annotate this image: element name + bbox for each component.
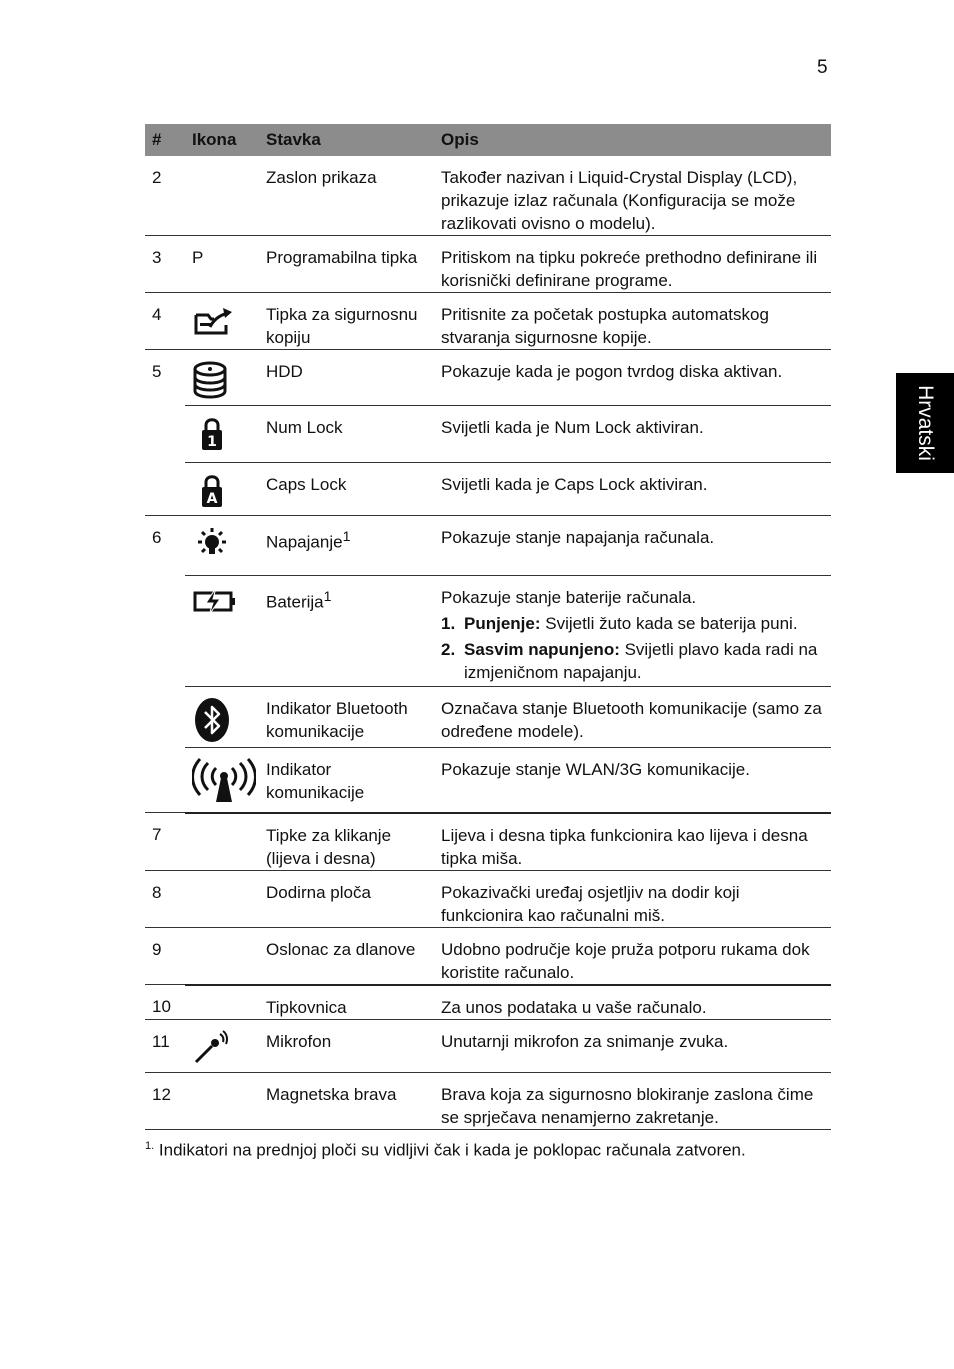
bluetooth-icon: [192, 697, 232, 743]
table-row: [145, 1019, 831, 1072]
row-number: 7: [145, 813, 185, 871]
table-row: [145, 516, 831, 576]
row-item: [259, 516, 434, 576]
footnote: [145, 1140, 746, 1161]
table-row: [145, 687, 831, 748]
microphone-icon: [192, 1030, 232, 1066]
backup-key-icon: [192, 303, 236, 337]
row-item: HDD: [259, 350, 434, 406]
table-row: [145, 236, 831, 293]
row-item: Zaslon prikaza: [259, 156, 434, 236]
row-item: Mikrofon: [259, 1019, 434, 1072]
list-number: 1.: [441, 614, 456, 633]
row-desc: Brava koja za sigurnosno blokiranje zaslona čime se sprječava nenamjerno zakretanje.: [434, 1072, 831, 1129]
footnote-ref: 1: [323, 589, 332, 605]
list-term: Sasvim napunjeno:: [464, 640, 620, 659]
row-desc: Pritiskom na tipku pokreće prethodno definirane ili korisnički definirane programe.: [434, 236, 831, 293]
row-item: Tipkovnica: [259, 985, 434, 1020]
table-header-row: [145, 124, 831, 156]
row-number: [145, 463, 185, 516]
row-item: Tipke za klikanje (lijeva i desna): [259, 813, 434, 871]
power-icon: [192, 526, 232, 562]
row-desc: Također nazivan i Liquid-Crystal Display (LCD), prikazuje izlaz računala (Konfiguracija se može razlikovati ovisno o modelu).: [434, 156, 831, 236]
svg-text:A: A: [206, 491, 218, 507]
item-label: Napajanje: [266, 532, 343, 552]
row-number: 6: [152, 528, 162, 547]
row-number: 8: [145, 870, 185, 927]
list-item: [441, 612, 824, 635]
row-desc: Udobno područje koje pruža potporu rukama dok koristite računalo.: [434, 927, 831, 985]
row-item: Num Lock: [259, 406, 434, 463]
wireless-icon: [192, 758, 256, 806]
row-desc: Pokazuje stanje WLAN/3G komunikacije.: [434, 748, 831, 813]
list-text: Svijetli žuto kada se baterija puni.: [540, 614, 798, 633]
table-row: [145, 350, 831, 406]
table-row: [145, 927, 831, 985]
table-row: [145, 748, 831, 813]
component-table: [145, 124, 831, 1130]
row-icon-cell: [185, 156, 259, 236]
hdd-icon: [192, 360, 232, 400]
row-item: Tipka za sigurnosnu kopiju: [259, 293, 434, 350]
row-desc: Za unos podataka u vaše računalo.: [434, 985, 831, 1020]
list-text: Svijetli plavo kada radi na izmjeničnom napajanju.: [464, 640, 818, 682]
list-item: [441, 638, 824, 684]
table-row: [145, 576, 831, 687]
row-item: Caps Lock: [259, 463, 434, 516]
row-icon-cell: [185, 985, 259, 1020]
row-desc: Unutarnji mikrofon za snimanje zvuka.: [434, 1019, 831, 1072]
svg-text:1: 1: [207, 434, 217, 450]
row-desc: Pokazivački uređaj osjetljiv na dodir koji funkcionira kao računalni miš.: [434, 870, 831, 927]
header-icon: Ikona: [185, 124, 259, 156]
row-number: 10: [145, 985, 185, 1020]
row-number: [145, 576, 185, 687]
list-number: 2.: [441, 640, 456, 659]
language-tab: [896, 373, 954, 473]
row-item: Programabilna tipka: [259, 236, 434, 293]
row-number: 2: [145, 156, 185, 236]
row-number: 12: [145, 1072, 185, 1129]
row-icon-cell: [185, 870, 259, 927]
item-label: Baterija: [266, 592, 324, 612]
table-row: [145, 813, 831, 871]
desc-text: Pokazuje stanje baterije računala.: [441, 588, 697, 607]
row-icon-cell: [185, 927, 259, 985]
row-number: [145, 748, 185, 813]
row-number: [145, 687, 185, 748]
row-item: Dodirna ploča: [259, 870, 434, 927]
list-term: Punjenje:: [464, 614, 541, 633]
caps-lock-icon: [192, 473, 232, 509]
row-desc: Svijetli kada je Num Lock aktiviran.: [434, 406, 831, 463]
row-item: Oslonac za dlanove: [259, 927, 434, 985]
header-item: Stavka: [259, 124, 434, 156]
row-number: 3: [145, 236, 185, 293]
footnote-marker: 1.: [145, 1140, 155, 1152]
battery-icon: [192, 586, 238, 616]
row-item: [259, 576, 434, 687]
table-row: [145, 1072, 831, 1129]
row-number: 5: [152, 362, 162, 381]
num-lock-icon: [192, 416, 232, 452]
page-number: 5: [817, 57, 828, 78]
row-item: Magnetska brava: [259, 1072, 434, 1129]
row-item: Indikator komunikacije: [259, 748, 434, 813]
footnote-text: Indikatori na prednjoj ploči su vidljivi čak i kada je poklopac računala zatvoren.: [154, 1140, 746, 1160]
row-number: 4: [145, 293, 185, 350]
row-desc: Pritisnite za početak postupka automatskog stvaranja sigurnosne kopije.: [434, 293, 831, 350]
header-num: #: [145, 124, 185, 156]
table-row: [145, 406, 831, 463]
row-number: 11: [145, 1019, 185, 1072]
language-tab-label: Hrvatski: [914, 385, 937, 461]
row-desc: Označava stanje Bluetooth komunikacije (samo za određene modele).: [434, 687, 831, 748]
table-row: [145, 293, 831, 350]
table-row: [145, 156, 831, 236]
table-row: [145, 985, 831, 1020]
row-desc: [434, 576, 831, 687]
row-icon-cell: [185, 1072, 259, 1129]
row-desc: Svijetli kada je Caps Lock aktiviran.: [434, 463, 831, 516]
row-number: 9: [145, 927, 185, 985]
row-desc: Pokazuje stanje napajanja računala.: [434, 516, 831, 576]
row-desc: Pokazuje kada je pogon tvrdog diska aktivan.: [434, 350, 831, 406]
p-key-icon: P: [185, 236, 259, 293]
table-row: [145, 463, 831, 516]
header-desc: Opis: [434, 124, 831, 156]
row-number: [145, 406, 185, 463]
table-row: [145, 870, 831, 927]
row-icon-cell: [185, 813, 259, 871]
row-item: Indikator Bluetooth komunikacije: [259, 687, 434, 748]
row-desc: Lijeva i desna tipka funkcionira kao lijeva i desna tipka miša.: [434, 813, 831, 871]
footnote-ref: 1: [342, 529, 351, 545]
